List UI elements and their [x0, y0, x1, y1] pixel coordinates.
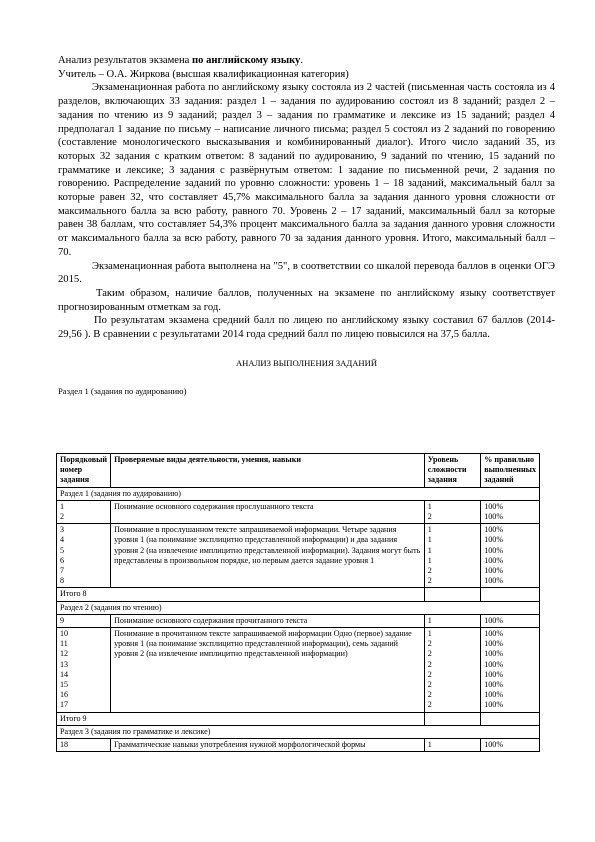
section-row — [57, 487, 540, 500]
table-row — [57, 500, 540, 523]
task-skill: Понимание основного содержания прочитанного текста — [111, 614, 425, 627]
table-row — [57, 614, 540, 627]
task-analysis-table — [56, 453, 540, 752]
table-header-row — [57, 454, 540, 488]
task-skill: Понимание в прослушанном тексте запрашиваемой информации. Четыре задания уровня 1 (на понимание эксплицитно представленной информации) и два задания уровня 2 (на извлечение имплицитно представленной информации). Задания могут быть представлены в произвольном порядке, но первым дается задание уровня 1 — [111, 524, 425, 588]
task-skill: Грамматические навыки употребления нужной морфологической формы — [111, 739, 425, 752]
task-percents: 100% — [481, 739, 540, 752]
total-empty-cell — [481, 712, 540, 725]
report-title: Анализ результатов экзамена по английскому языку. — [58, 55, 303, 66]
task-percents: 100% 100% 100% 100% 100% 100% 100% 100% — [481, 628, 540, 713]
report-subject: по английскому языку — [192, 55, 301, 66]
total-row — [57, 588, 540, 601]
header-level: Уровень сложности задания — [424, 454, 480, 488]
total-label: Итого 9 — [57, 712, 425, 725]
header-percent: % правильно выполненных заданий — [481, 454, 540, 488]
task-levels: 1 — [424, 614, 480, 627]
paragraph-average-score: По результатам экзамена средний балл по лицею по английскому языку составил 67 баллов (2014-29,56 ). В сравнении с результатами 2014 года средний балл по лицею повысился на 37,5 балла. — [58, 315, 555, 341]
paragraph-grade: Экзаменационная работа выполнена на "5", в соответствии со шкалой перевода баллов в оценки ОГЭ 2015. — [58, 260, 555, 286]
section-label: Раздел 1 (задания по аудированию) — [57, 487, 540, 500]
document-body — [58, 54, 555, 396]
total-empty-cell — [424, 712, 480, 725]
task-percents: 100% — [481, 614, 540, 627]
task-percents: 100% 100% 100% 100% 100% 100% — [481, 524, 540, 588]
table-row — [57, 739, 540, 752]
table-row — [57, 524, 540, 588]
header-task-number: Порядковый номер задания — [57, 454, 111, 488]
section-row — [57, 725, 540, 738]
analysis-heading: АНАЛИЗ ВЫПОЛНЕНИЯ ЗАДАНИЙ — [235, 357, 378, 368]
task-numbers: 10 11 12 13 14 15 16 17 — [57, 628, 111, 713]
paragraph-exam-structure: Экзаменационная работа по английскому языку состояла из 2 частей (письменная часть состояла из 4 разделов, включающих 33 задания: раздел 1 – задания по аудированию состоял из 8 заданий; раздел 2 – задания по чтению из 9 заданий; раздел 3 – задания по грамматике и лексике из 15 заданий; раздел 4 предполагал 1 задание по письму – написание личного письма; раздел 5 состоял из 2 заданий по говорению (составление монологического высказывания и комбинированный диалог). Итого число заданий 35, из которых 32 задания с кратким ответом: 8 заданий по аудированию, 9 заданий по чтению, 15 заданий по грамматике и лексике; 3 задания с развёрнутым ответом: 1 задание по письменной речи, 2 задания по говорению. Распределение заданий по уровню сложности: уровень 1 – 18 заданий, максимальный балл за которые равен 32, что составляет 45,7% максимального балла за задания данного уровня сложности от максимального балла за всю работу, равного 70. Уровень 2 – 17 заданий, максимальный балл за которые равен 38 баллам, что составляет 54,3% процент максимального балла за задания данного уровня сложности от максимального балла за всю работу, равного 70 за задания данного уровня. Итого, максимальный балл – 70. — [58, 82, 555, 258]
total-empty-cell — [424, 588, 480, 601]
task-numbers: 1 2 — [57, 500, 111, 523]
section-label: Раздел 3 (задания по грамматике и лексике) — [57, 725, 540, 738]
paragraph-conclusion: Таким образом, наличие баллов, полученных на экзамене по английскому языку соответствует прогнозированным отметкам за год. — [58, 287, 555, 313]
teacher-line: Учитель – О.А. Жиркова (высшая квалификационная категория) — [58, 68, 349, 80]
task-numbers: 9 — [57, 614, 111, 627]
header-skills: Проверяемые виды деятельности, умения, навыки — [111, 454, 425, 488]
task-levels: 1 — [424, 739, 480, 752]
task-levels: 1 2 — [424, 500, 480, 523]
task-percents: 100% 100% — [481, 500, 540, 523]
task-levels: 1 2 2 2 2 2 2 2 — [424, 628, 480, 713]
section-label: Раздел 2 (задания по чтению) — [57, 601, 540, 614]
task-numbers: 3 4 5 6 7 8 — [57, 524, 111, 588]
total-empty-cell — [481, 588, 540, 601]
task-skill: Понимание в прочитанном тексте запрашиваемой информации Одно (первое) задание уровня 1 (на понимание эксплицитно представленной информации), семь заданий уровня 2 (на извлечение имплицитно представленной информации) — [111, 628, 425, 713]
task-skill: Понимание основного содержания прослушанного текста — [111, 500, 425, 523]
section-caption: Раздел 1 (задания по аудированию) — [58, 385, 187, 396]
section-row — [57, 601, 540, 614]
task-levels: 1 1 1 1 2 2 — [424, 524, 480, 588]
table-row — [57, 628, 540, 713]
task-numbers: 18 — [57, 739, 111, 752]
total-label: Итого 8 — [57, 588, 425, 601]
total-row — [57, 712, 540, 725]
